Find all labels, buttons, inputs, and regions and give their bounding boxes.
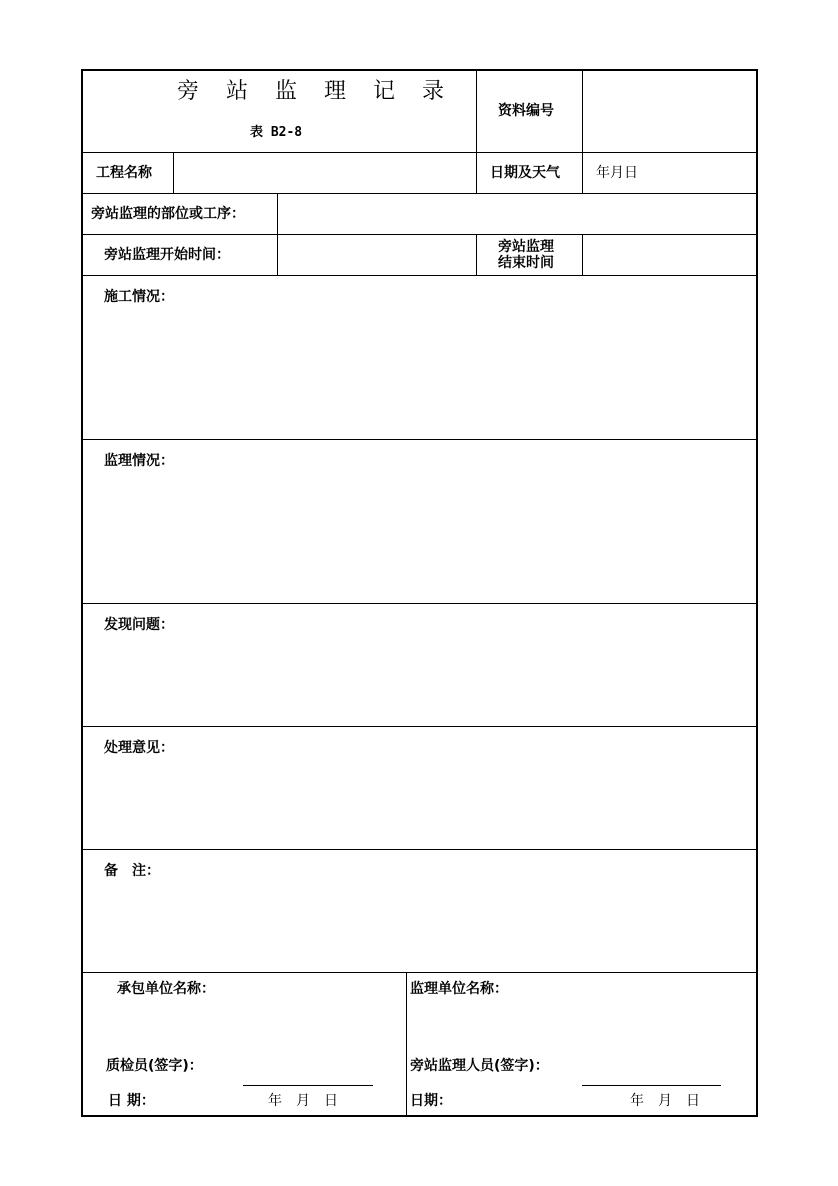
right-date-value: 年 月 日 bbox=[630, 1093, 700, 1109]
row-divider bbox=[82, 152, 757, 153]
form-subtitle: 表 B2-8 bbox=[250, 125, 303, 140]
col-divider bbox=[582, 152, 583, 193]
col-divider bbox=[582, 234, 583, 275]
section-divider bbox=[82, 726, 757, 727]
construction-label: 施工情况： bbox=[104, 289, 174, 305]
project-name-field[interactable] bbox=[175, 154, 475, 192]
end-time-label-line2: 结束时间 bbox=[498, 255, 554, 271]
construction-area[interactable] bbox=[84, 310, 754, 435]
row-divider bbox=[82, 234, 757, 235]
row-divider bbox=[82, 275, 757, 276]
end-time-label-line1: 旁站监理 bbox=[498, 239, 554, 255]
start-time-field[interactable] bbox=[279, 236, 475, 274]
contractor-label: 承包单位名称： bbox=[117, 981, 215, 997]
project-name-label: 工程名称 bbox=[96, 165, 152, 181]
row-divider bbox=[82, 193, 757, 194]
form-title: 旁 站 监 理 记 录 bbox=[177, 79, 454, 104]
end-time-field[interactable] bbox=[584, 236, 756, 274]
left-date-label: 日 期： bbox=[108, 1093, 155, 1109]
inspector-signature-line[interactable] bbox=[243, 1085, 373, 1086]
col-divider bbox=[582, 70, 583, 153]
col-divider bbox=[173, 152, 174, 193]
part-field[interactable] bbox=[279, 195, 756, 233]
section-divider bbox=[82, 439, 757, 440]
col-divider bbox=[476, 234, 477, 275]
doc-no-field[interactable] bbox=[584, 72, 756, 151]
problems-label: 发现问题： bbox=[104, 617, 174, 633]
section-divider bbox=[82, 603, 757, 604]
doc-no-label: 资料编号 bbox=[498, 103, 554, 119]
problems-area[interactable] bbox=[84, 638, 754, 723]
start-time-label: 旁站监理开始时间： bbox=[104, 247, 230, 263]
col-divider bbox=[406, 972, 407, 1116]
col-divider bbox=[476, 70, 477, 153]
remarks-label: 备 注： bbox=[104, 863, 160, 879]
end-time-label bbox=[498, 239, 554, 271]
inspector-signature-label: 质检员(签字)： bbox=[106, 1058, 203, 1074]
staff-signature-line[interactable] bbox=[582, 1085, 721, 1086]
section-divider bbox=[82, 972, 757, 973]
left-date-value: 年 月 日 bbox=[268, 1093, 338, 1109]
handling-label: 处理意见： bbox=[104, 740, 174, 756]
staff-signature-label: 旁站监理人员(签字)： bbox=[410, 1058, 549, 1074]
supervisor-unit-label: 监理单位名称： bbox=[410, 981, 508, 997]
remarks-area[interactable] bbox=[84, 884, 754, 969]
supervision-label: 监理情况： bbox=[104, 453, 174, 469]
section-divider bbox=[82, 849, 757, 850]
supervision-area[interactable] bbox=[84, 474, 754, 599]
right-date-label: 日期： bbox=[410, 1093, 452, 1109]
date-weather-label: 日期及天气 bbox=[490, 165, 560, 181]
col-divider bbox=[476, 152, 477, 193]
part-label: 旁站监理的部位或工序： bbox=[91, 206, 245, 222]
date-weather-field[interactable]: 年月日 bbox=[596, 165, 638, 181]
handling-area[interactable] bbox=[84, 761, 754, 846]
col-divider bbox=[277, 193, 278, 275]
